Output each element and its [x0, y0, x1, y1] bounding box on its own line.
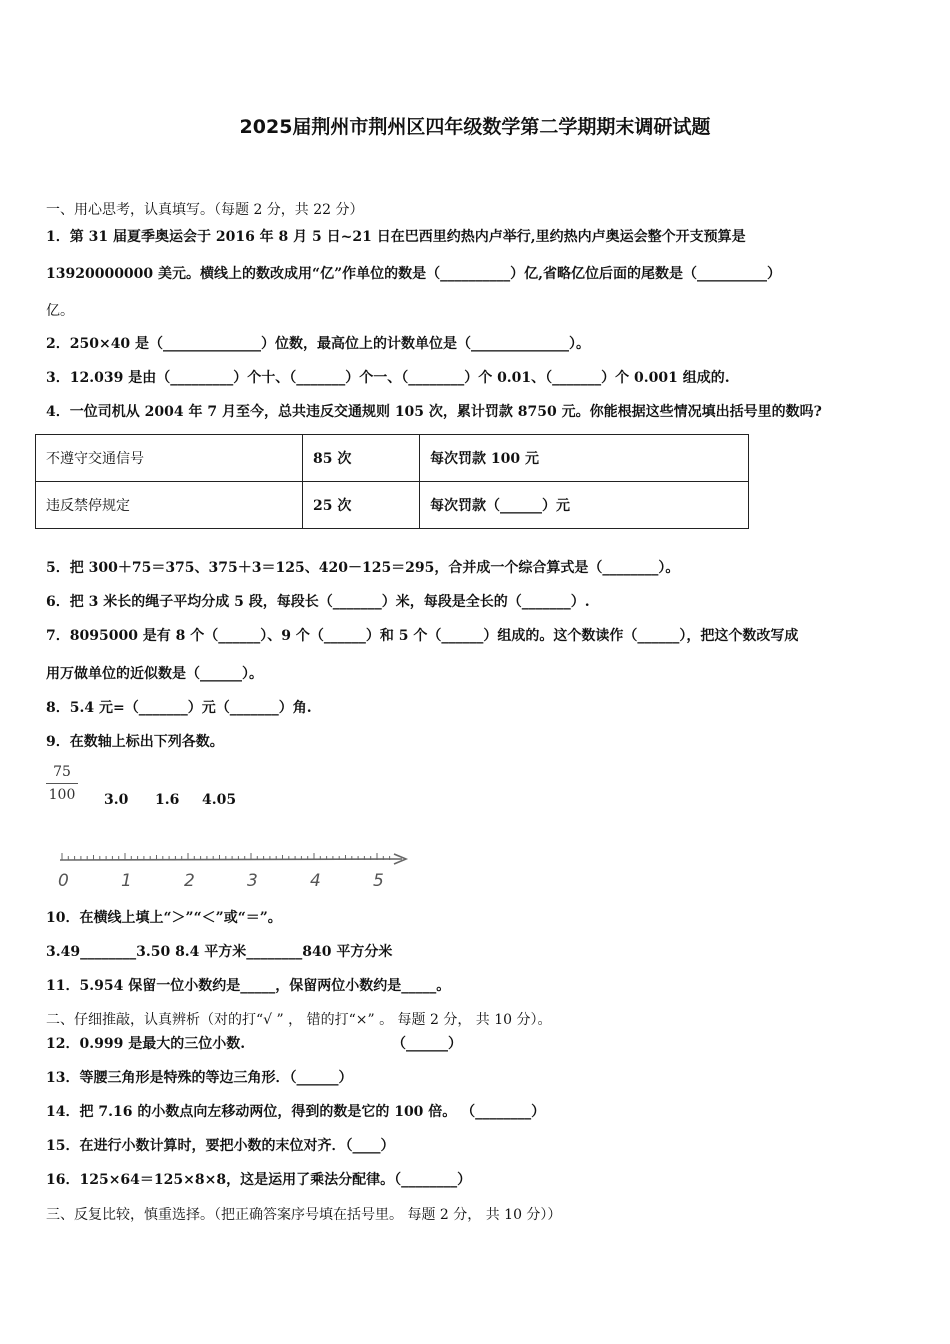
question-7-line-1: 7．8095000 是有 8 个（______）、9 个（______）和 5 个（______）组成的。这个数读作（______），把这个数改写成 — [46, 628, 799, 644]
question-9: 9．在数轴上标出下列各数。 — [46, 734, 224, 750]
value-4-05: 4.05 — [202, 792, 237, 808]
fraction-denominator: 100 — [48, 787, 76, 803]
question-14: 14．把 7.16 的小数点向左移动两位，得到的数是它的 100 倍。 （________） — [46, 1104, 546, 1120]
question-5: 5．把 300＋75＝375、375＋3＝125、420－125＝295，合并成一个综合算式是（________）。 — [46, 560, 680, 576]
table-row — [36, 482, 749, 529]
question-6: 6．把 3 米长的绳子平均分成 5 段，每段长（_______）米，每段是全长的（_______）. — [46, 594, 590, 610]
table-cell: 85 次 — [303, 435, 420, 482]
question-10-items: 3.49________3.50 8.4 平方米________840 平方分米 — [46, 944, 393, 960]
section1-heading: 一、用心思考，认真填写。（每题 2 分，共 22 分） — [46, 202, 364, 218]
fines-table — [35, 434, 749, 529]
table-cell: 25 次 — [303, 482, 420, 529]
fraction-numerator: 75 — [53, 764, 71, 780]
section3-heading: 三、反复比较，慎重选择。（把正确答案序号填在括号里。 每题 2 分， 共 10 分）） — [46, 1207, 562, 1223]
fraction-75-100 — [46, 764, 78, 803]
table-cell: 每次罚款（______）元 — [420, 482, 749, 529]
question-12: 12．0.999 是最大的三位小数. — [46, 1036, 246, 1052]
table-row — [36, 435, 749, 482]
table-cell: 违反禁停规定 — [36, 482, 303, 529]
question-10: 10．在横线上填上“＞”“＜”或“＝”。 — [46, 910, 282, 926]
table-cell: 每次罚款 100 元 — [420, 435, 749, 482]
number-line-label: 5 — [373, 871, 384, 891]
table-cell: 不遵守交通信号 — [36, 435, 303, 482]
number-line-label: 2 — [184, 871, 195, 891]
value-1-6: 1.6 — [155, 792, 180, 808]
question-1-line-3: 亿。 — [46, 303, 74, 319]
question-8: 8．5.4 元=（_______）元（_______）角. — [46, 700, 312, 716]
section2-heading: 二、仔细推敲，认真辨析（对的打“√ ” ， 错的打“×” 。 每题 2 分， 共 10 分）。 — [46, 1012, 552, 1028]
question-7-line-2: 用万做单位的近似数是（______）。 — [46, 666, 263, 682]
value-3-0: 3.0 — [104, 792, 129, 808]
number-line-label: 4 — [310, 871, 321, 891]
page-title: 2025届荆州市荆州区四年级数学第二学期期末调研试题 — [239, 116, 711, 138]
question-1-line-1: 1．第 31 届夏季奥运会于 2016 年 8 月 5 日~21 日在巴西里约热内卢举行,里约热内卢奥运会整个开支预算是 — [46, 229, 746, 245]
number-line-label: 1 — [121, 871, 132, 891]
number-line-label: 3 — [247, 871, 258, 891]
question-16: 16．125×64＝125×8×8，这是运用了乘法分配律。（________） — [46, 1172, 472, 1188]
question-11: 11．5.954 保留一位小数约是_____，保留两位小数约是_____。 — [46, 978, 451, 994]
number-line — [50, 846, 420, 894]
question-2: 2．250×40 是（______________）位数，最高位上的计数单位是（______________）。 — [46, 336, 591, 352]
question-13: 13．等腰三角形是特殊的等边三角形．（______） — [46, 1070, 353, 1086]
question-3: 3．12.039 是由（_________）个十、（_______）个一、（________）个 0.01、（_______）个 0.001 组成的. — [46, 370, 730, 386]
question-4: 4．一位司机从 2004 年 7 月至今，总共违反交通规则 105 次，累计罚款 8750 元。你能根据这些情况填出括号里的数吗? — [46, 404, 822, 420]
question-12-blank: （______） — [392, 1036, 462, 1052]
number-line-label: 0 — [58, 871, 69, 891]
question-1-line-2: 13920000000 美元。横线上的数改成用“亿”作单位的数是（__________）亿,省略亿位后面的尾数是（__________） — [46, 266, 782, 282]
question-15: 15．在进行小数计算时，要把小数的末位对齐．（____） — [46, 1138, 395, 1154]
